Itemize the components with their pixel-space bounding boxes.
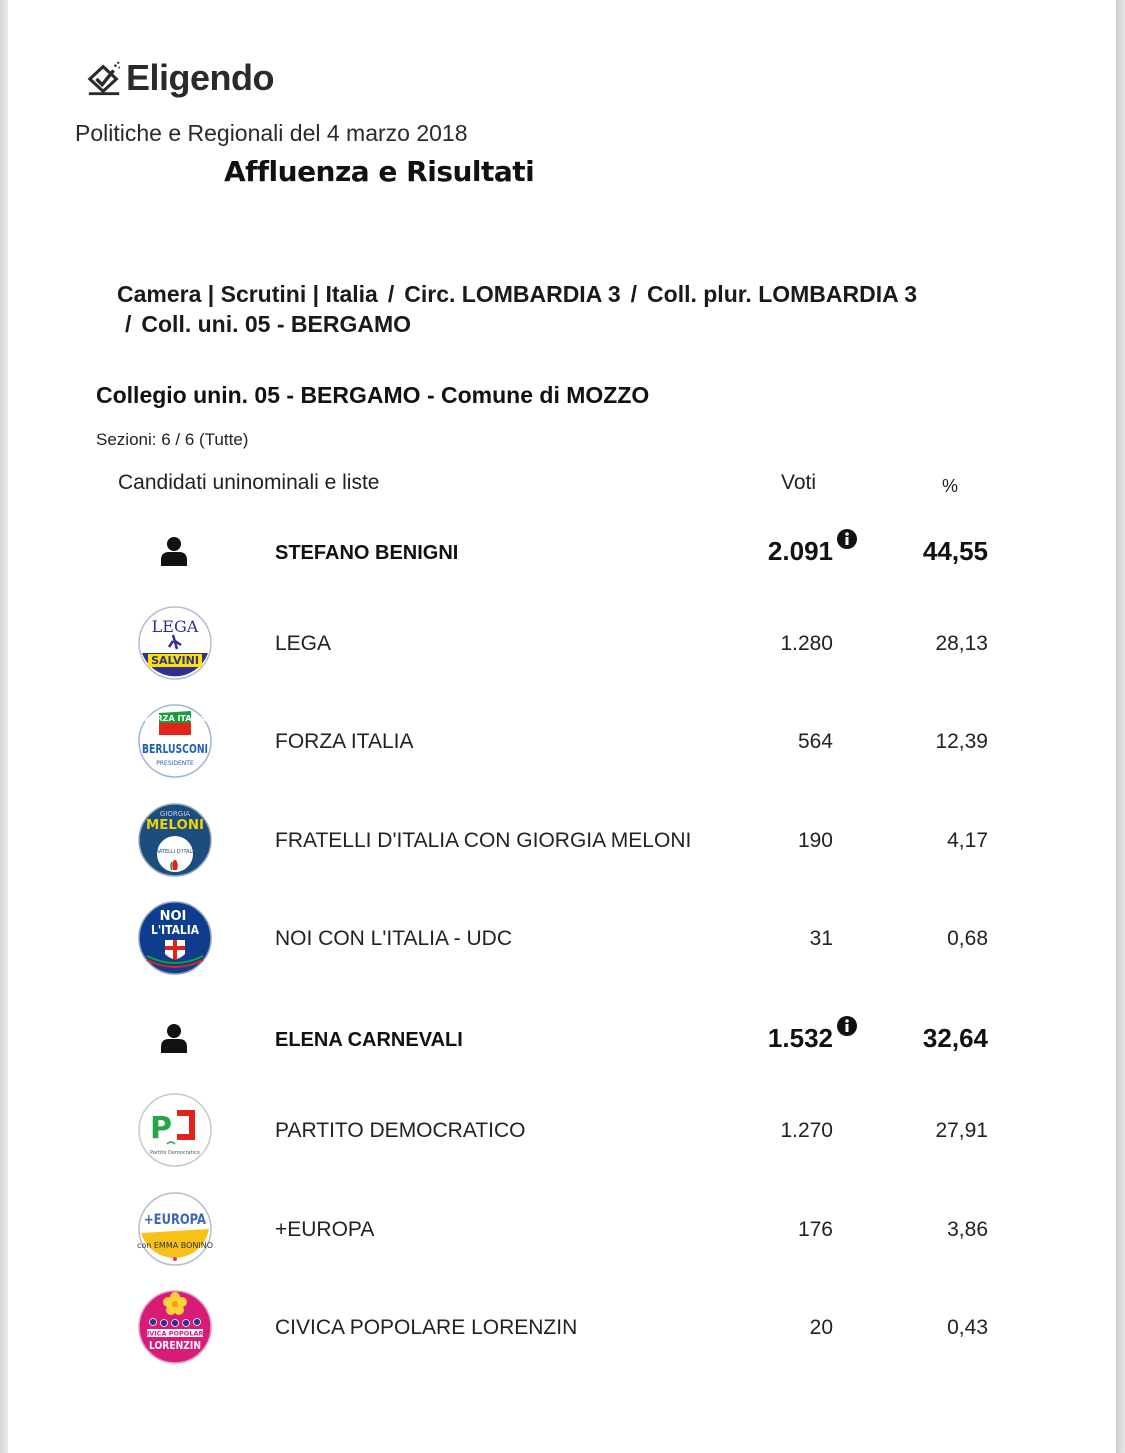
list-votes-cell: [810, 1315, 833, 1341]
list-votes: 564: [797, 730, 833, 753]
page-title: Affluenza e Risultati: [224, 155, 535, 188]
eligendo-logo: [86, 58, 274, 98]
column-header-candidates: Candidati uninominali e liste: [118, 471, 380, 494]
candidate-percent: 32,64: [922, 1023, 988, 1053]
list-row: [0, 603, 1125, 683]
breadcrumb-item-coll-uni[interactable]: Coll. uni. 05 - BERGAMO: [141, 311, 412, 337]
list-name: PARTITO DEMOCRATICO: [275, 1119, 526, 1142]
person-icon: [160, 536, 188, 566]
ballot-check-icon: [86, 59, 124, 97]
svg-text:LEGA: LEGA: [151, 617, 199, 636]
person-icon: [160, 1023, 188, 1053]
list-percent: 27,91: [935, 1119, 988, 1142]
sections-count: Sezioni: 6 / 6 (Tutte): [96, 430, 249, 449]
list-votes-cell: [798, 729, 833, 755]
column-header-percent: %: [942, 476, 959, 496]
election-subtitle: Politiche e Regionali del 4 marzo 2018: [75, 120, 468, 146]
breadcrumb-separator: /: [630, 281, 638, 307]
svg-text:L'ITALIA: L'ITALIA: [151, 923, 200, 937]
breadcrumb-item-coll-plur[interactable]: Coll. plur. LOMBARDIA 3: [647, 281, 918, 307]
list-votes: 31: [809, 927, 833, 950]
list-percent: 3,86: [947, 1218, 988, 1241]
list-row: [0, 1189, 1125, 1269]
list-name: LEGA: [275, 632, 332, 655]
list-votes-cell: [780, 631, 833, 657]
list-votes-cell: [798, 828, 833, 854]
svg-text:SALVINI: SALVINI: [151, 654, 199, 667]
svg-text:CIVICA POPOLARE: CIVICA POPOLARE: [142, 1329, 208, 1338]
list-name: FRATELLI D'ITALIA CON GIORGIA MELONI: [275, 829, 692, 852]
svg-text:NOI: NOI: [159, 909, 187, 924]
candidate-name: STEFANO BENIGNI: [275, 542, 459, 564]
column-header-votes: Voti: [781, 471, 817, 494]
forza-italia-logo-icon: [137, 703, 213, 779]
info-icon[interactable]: [837, 529, 857, 549]
list-row: [0, 1287, 1125, 1367]
list-votes: 20: [809, 1316, 833, 1339]
svg-text:GIORGIA: GIORGIA: [159, 810, 191, 818]
list-row: [0, 898, 1125, 978]
breadcrumb-separator: /: [125, 311, 132, 337]
list-row: [0, 1090, 1125, 1170]
piu-europa-logo-icon: [137, 1191, 213, 1267]
list-votes: 1.280: [780, 632, 833, 655]
list-name: +EUROPA: [275, 1218, 375, 1241]
noi-con-italia-logo-icon: [137, 900, 213, 976]
candidate-votes: 2.091: [767, 536, 833, 566]
svg-text:FRATELLI D'ITALIA: FRATELLI D'ITALIA: [152, 849, 198, 855]
info-icon[interactable]: [837, 1016, 857, 1036]
candidate-row: [0, 512, 1125, 592]
list-percent: 28,13: [935, 632, 988, 655]
fratelli-italia-logo-icon: [137, 802, 213, 878]
breadcrumb: [117, 279, 997, 339]
list-percent: 4,17: [947, 829, 988, 852]
list-name: NOI CON L'ITALIA - UDC: [275, 927, 512, 950]
list-votes-cell: [780, 1118, 833, 1144]
candidate-votes: 1.532: [767, 1023, 833, 1053]
civica-popolare-logo-icon: [137, 1289, 213, 1365]
section-title: Collegio unin. 05 - BERGAMO - Comune di MOZZO: [96, 382, 650, 408]
svg-text:LORENZIN: LORENZIN: [149, 1339, 201, 1352]
svg-text:con EMMA BONINO: con EMMA BONINO: [136, 1241, 214, 1250]
list-votes-cell: [810, 926, 833, 952]
list-votes-cell: [798, 1217, 833, 1243]
list-row: [0, 800, 1125, 880]
svg-text:P: P: [150, 1111, 172, 1146]
lega-logo-icon: [137, 605, 213, 681]
list-votes: 190: [797, 829, 833, 852]
svg-text:FORZA ITALIA: FORZA ITALIA: [144, 714, 206, 723]
list-percent: 12,39: [935, 730, 988, 753]
list-row: [0, 701, 1125, 781]
candidate-votes-cell: [768, 535, 857, 567]
list-percent: 0,68: [947, 927, 988, 950]
logo-text: Eligendo: [126, 57, 274, 98]
candidate-name: ELENA CARNEVALI: [275, 1029, 463, 1051]
breadcrumb-item-camera[interactable]: Camera | Scrutini | Italia: [117, 281, 378, 307]
list-name: FORZA ITALIA: [275, 730, 414, 753]
list-votes: 176: [797, 1218, 833, 1241]
candidate-votes-cell: [768, 1022, 857, 1054]
list-name: CIVICA POPOLARE LORENZIN: [275, 1316, 578, 1339]
candidate-percent: 44,55: [922, 536, 988, 566]
pd-logo-icon: [137, 1092, 213, 1168]
svg-text:Partito Democratico: Partito Democratico: [150, 1150, 200, 1156]
svg-text:PRESIDENTE: PRESIDENTE: [156, 760, 194, 767]
list-votes: 1.270: [780, 1119, 833, 1142]
svg-text:MELONI: MELONI: [146, 818, 204, 833]
breadcrumb-separator: /: [387, 281, 395, 307]
svg-text:+EUROPA: +EUROPA: [144, 1212, 207, 1228]
breadcrumb-item-circ[interactable]: Circ. LOMBARDIA 3: [404, 281, 621, 307]
list-percent: 0,43: [947, 1316, 988, 1339]
candidate-row: [0, 999, 1125, 1079]
breadcrumb-line-2: [117, 309, 997, 339]
svg-text:BERLUSCONI: BERLUSCONI: [142, 742, 208, 756]
breadcrumb-line-1: [117, 279, 997, 309]
